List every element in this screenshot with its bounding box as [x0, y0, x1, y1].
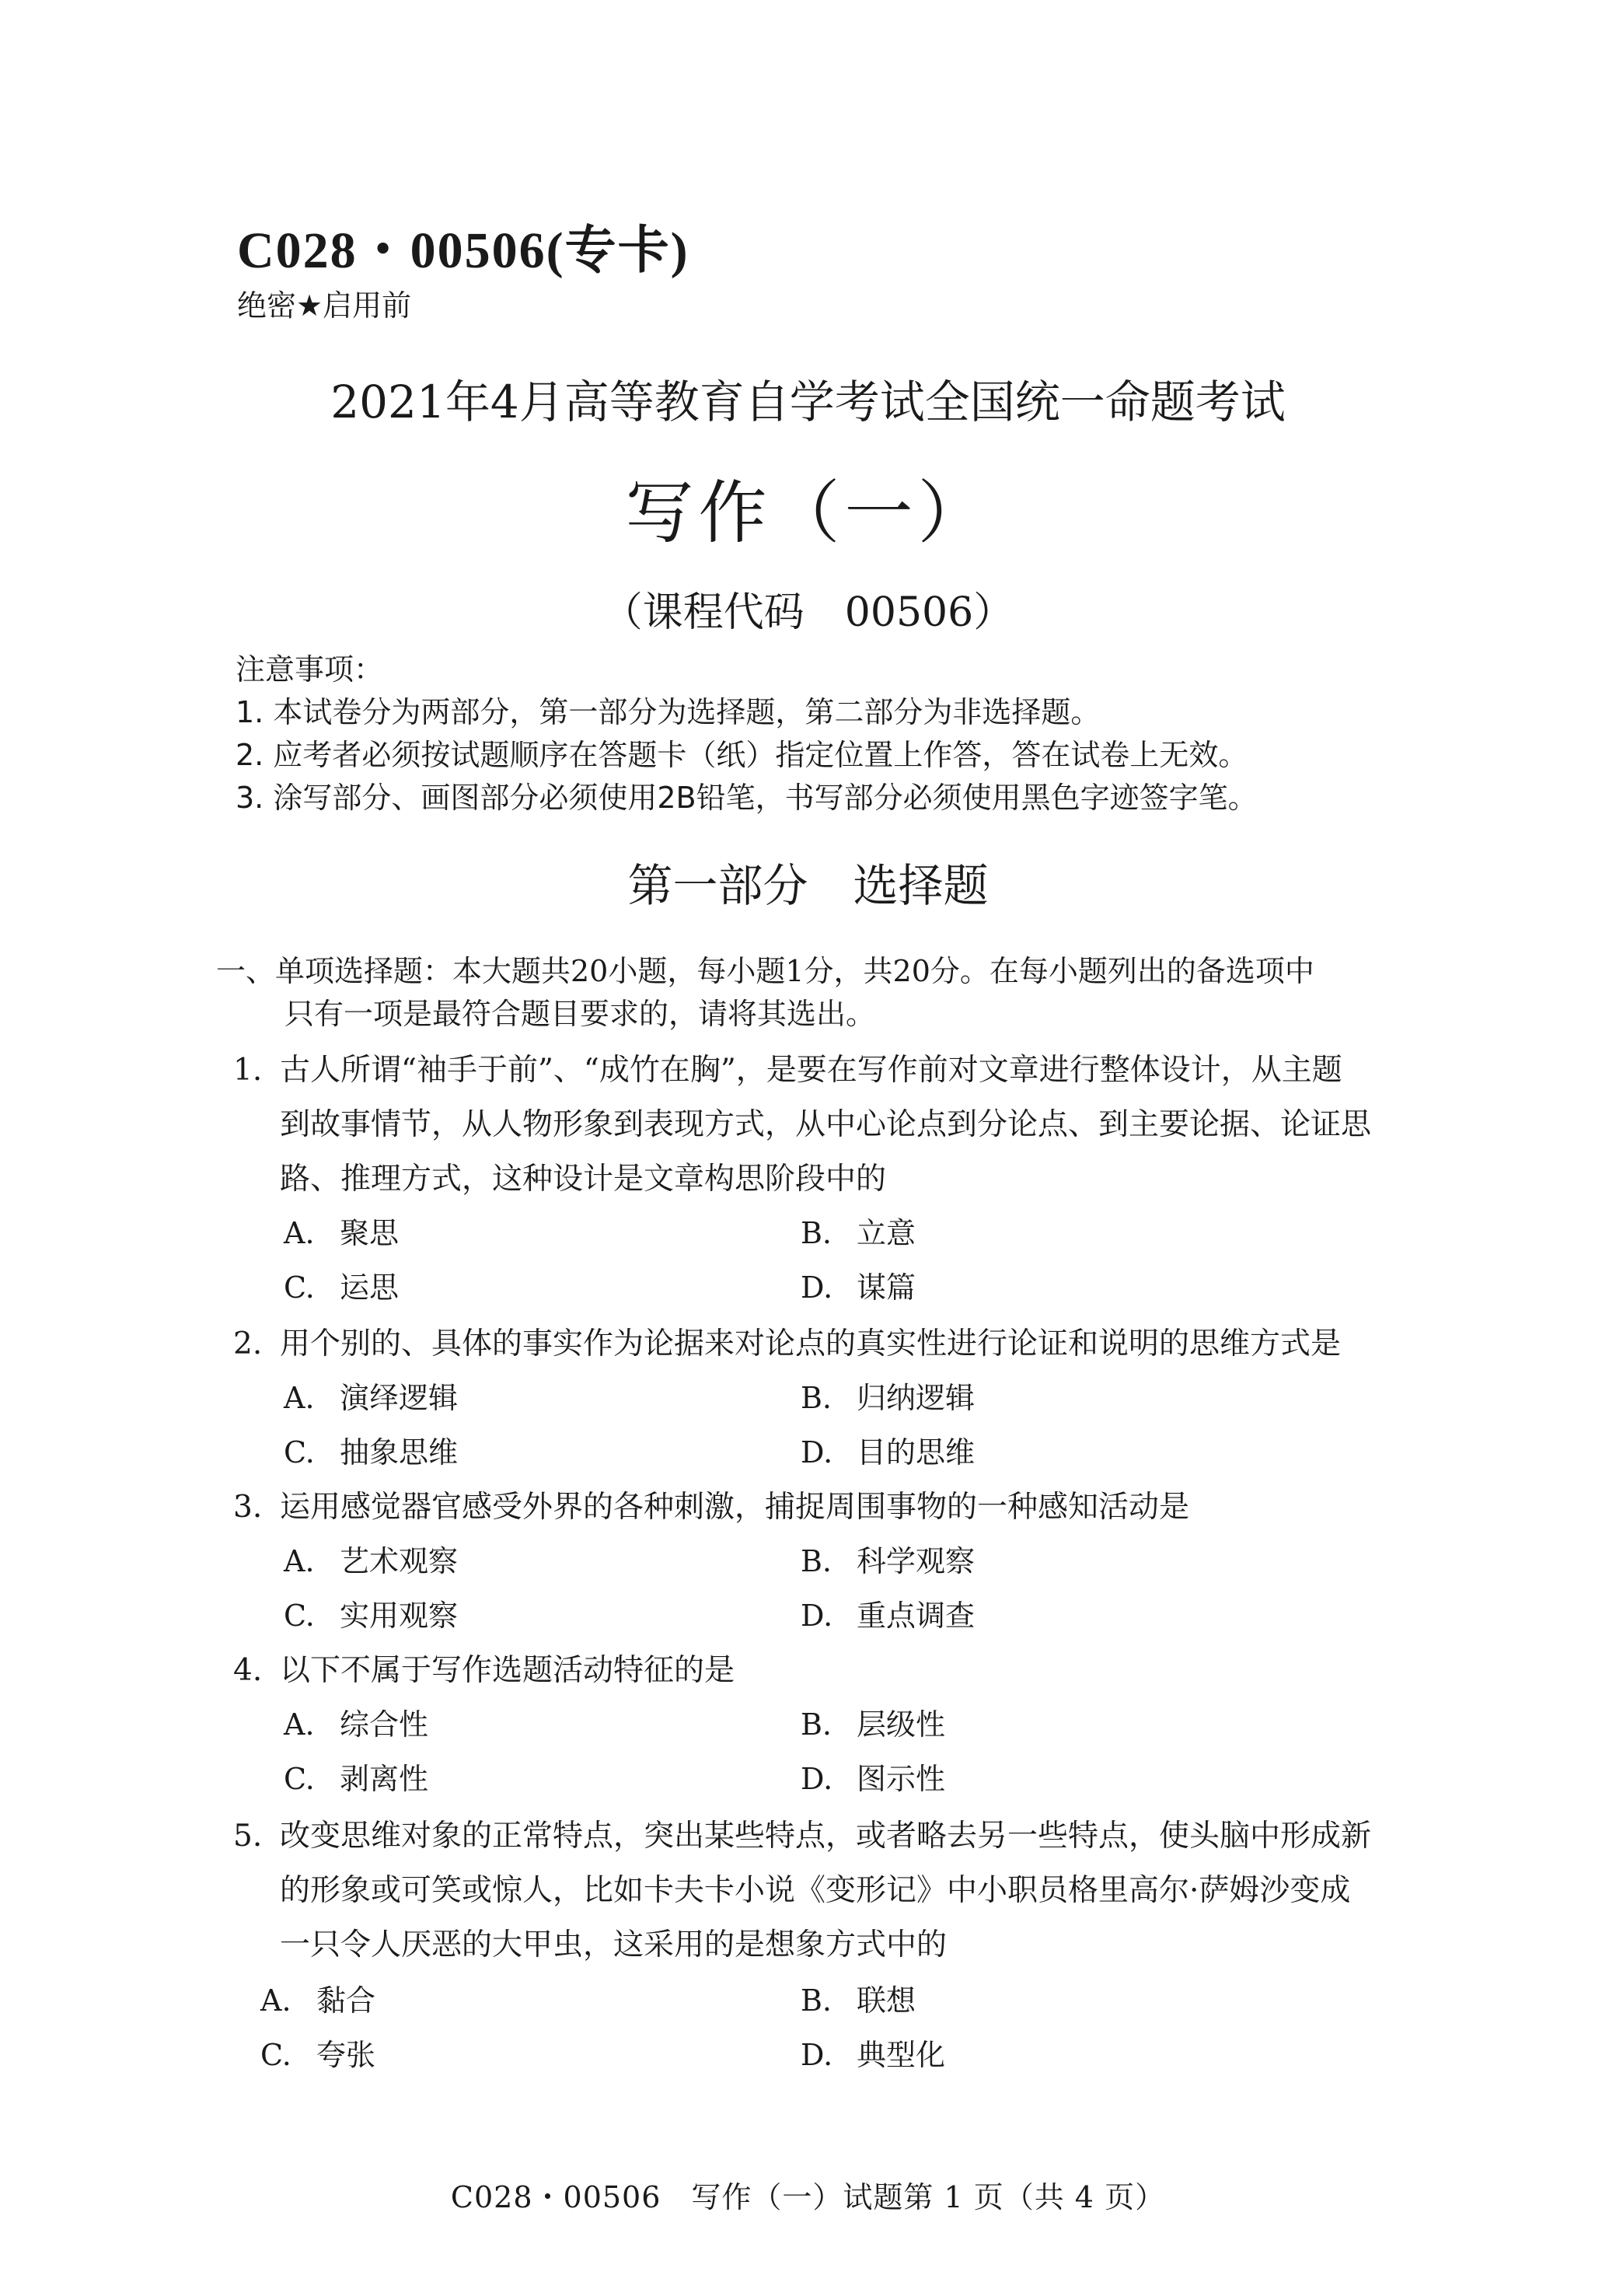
option-d: D. 谋篇 — [801, 1270, 916, 1305]
note-item: 1. 本试卷分为两部分，第一部分为选择题，第二部分为非选择题。 — [236, 695, 1101, 729]
option-d: D. 典型化 — [801, 2038, 946, 2072]
question-number: 3. — [233, 1490, 263, 1525]
note-item: 2. 应考者必须按试题顺序在答题卡（纸）指定位置上作答，答在试卷上无效。 — [236, 738, 1248, 772]
option-a: A. 聚思 — [284, 1216, 400, 1250]
option-d: D. 图示性 — [801, 1762, 946, 1796]
option-c: C. 夸张 — [260, 2038, 376, 2072]
confidential-label: 绝密★启用前 — [237, 288, 412, 323]
section-instructions-cont: 只有一项是最符合题目要求的，请将其选出。 — [284, 997, 876, 1031]
question-stem: 以下不属于写作选题活动特征的是 — [280, 1653, 735, 1688]
subject-title: 写作（一） — [625, 473, 991, 553]
section-instructions: 一、单项选择题：本大题共20小题，每小题1分，共20分。在每小题列出的备选项中 — [216, 954, 1314, 988]
course-code: （课程代码 00506） — [602, 589, 1014, 636]
part-one-title: 第一部分 选择题 — [627, 859, 989, 912]
option-b: B. 归纳逻辑 — [801, 1381, 976, 1415]
option-a: A. 艺术观察 — [284, 1544, 459, 1578]
option-b: B. 立意 — [801, 1216, 916, 1250]
question-number: 4. — [233, 1653, 263, 1688]
page-footer: C028・00506 写作（一）试题第 1 页（共 4 页） — [450, 2180, 1166, 2214]
option-d: D. 重点调查 — [801, 1599, 976, 1633]
question-5 — [233, 1812, 1371, 1855]
question-stem: 用个别的、具体的事实作为论据来对论点的真实性进行论证和说明的思维方式是 — [280, 1326, 1342, 1361]
question-stem-cont: 到故事情节，从人物形象到表现方式，从中心论点到分论点、到主要论据、论证思 — [280, 1107, 1372, 1142]
option-b: B. 科学观察 — [801, 1544, 976, 1578]
question-4 — [233, 1646, 735, 1690]
exam-title: 2021年4月高等教育自学考试全国统一命题考试 — [330, 376, 1286, 428]
question-stem-cont: 一只令人厌恶的大甲虫，这采用的是想象方式中的 — [280, 1927, 948, 1962]
paper-code: C028・00506(专卡) — [237, 222, 689, 279]
notes-heading: 注意事项： — [236, 652, 384, 687]
question-stem-cont: 的形象或可笑或惊人，比如卡夫卡小说《变形记》中小职员格里高尔·萨姆沙变成 — [280, 1873, 1351, 1908]
question-3 — [233, 1483, 1189, 1526]
option-d: D. 目的思维 — [801, 1435, 976, 1470]
question-stem: 古人所谓“袖手于前”、“成竹在胸”，是要在写作前对文章进行整体设计，从主题 — [280, 1053, 1342, 1088]
question-1 — [233, 1046, 1342, 1089]
note-item: 3. 涂写部分、画图部分必须使用2B铅笔，书写部分必须使用黑色字迹签字笔。 — [236, 781, 1258, 815]
question-stem: 运用感觉器官感受外界的各种刺激，捕捉周围事物的一种感知活动是 — [280, 1490, 1190, 1525]
option-a: A. 黏合 — [260, 1983, 376, 2018]
option-b: B. 联想 — [801, 1983, 916, 2018]
question-number: 2. — [233, 1326, 263, 1361]
option-c: C. 剥离性 — [284, 1762, 429, 1796]
question-2 — [233, 1319, 1341, 1363]
option-c: C. 运思 — [284, 1270, 400, 1305]
option-c: C. 实用观察 — [284, 1599, 459, 1633]
question-number: 5. — [233, 1819, 263, 1854]
option-b: B. 层级性 — [801, 1707, 946, 1742]
question-stem-cont: 路、推理方式，这种设计是文章构思阶段中的 — [280, 1162, 887, 1197]
question-stem: 改变思维对象的正常特点，突出某些特点，或者略去另一些特点，使头脑中形成新 — [280, 1819, 1372, 1854]
option-a: A. 演绎逻辑 — [284, 1381, 459, 1415]
question-number: 1. — [233, 1053, 263, 1088]
option-a: A. 综合性 — [284, 1707, 429, 1742]
option-c: C. 抽象思维 — [284, 1435, 459, 1470]
